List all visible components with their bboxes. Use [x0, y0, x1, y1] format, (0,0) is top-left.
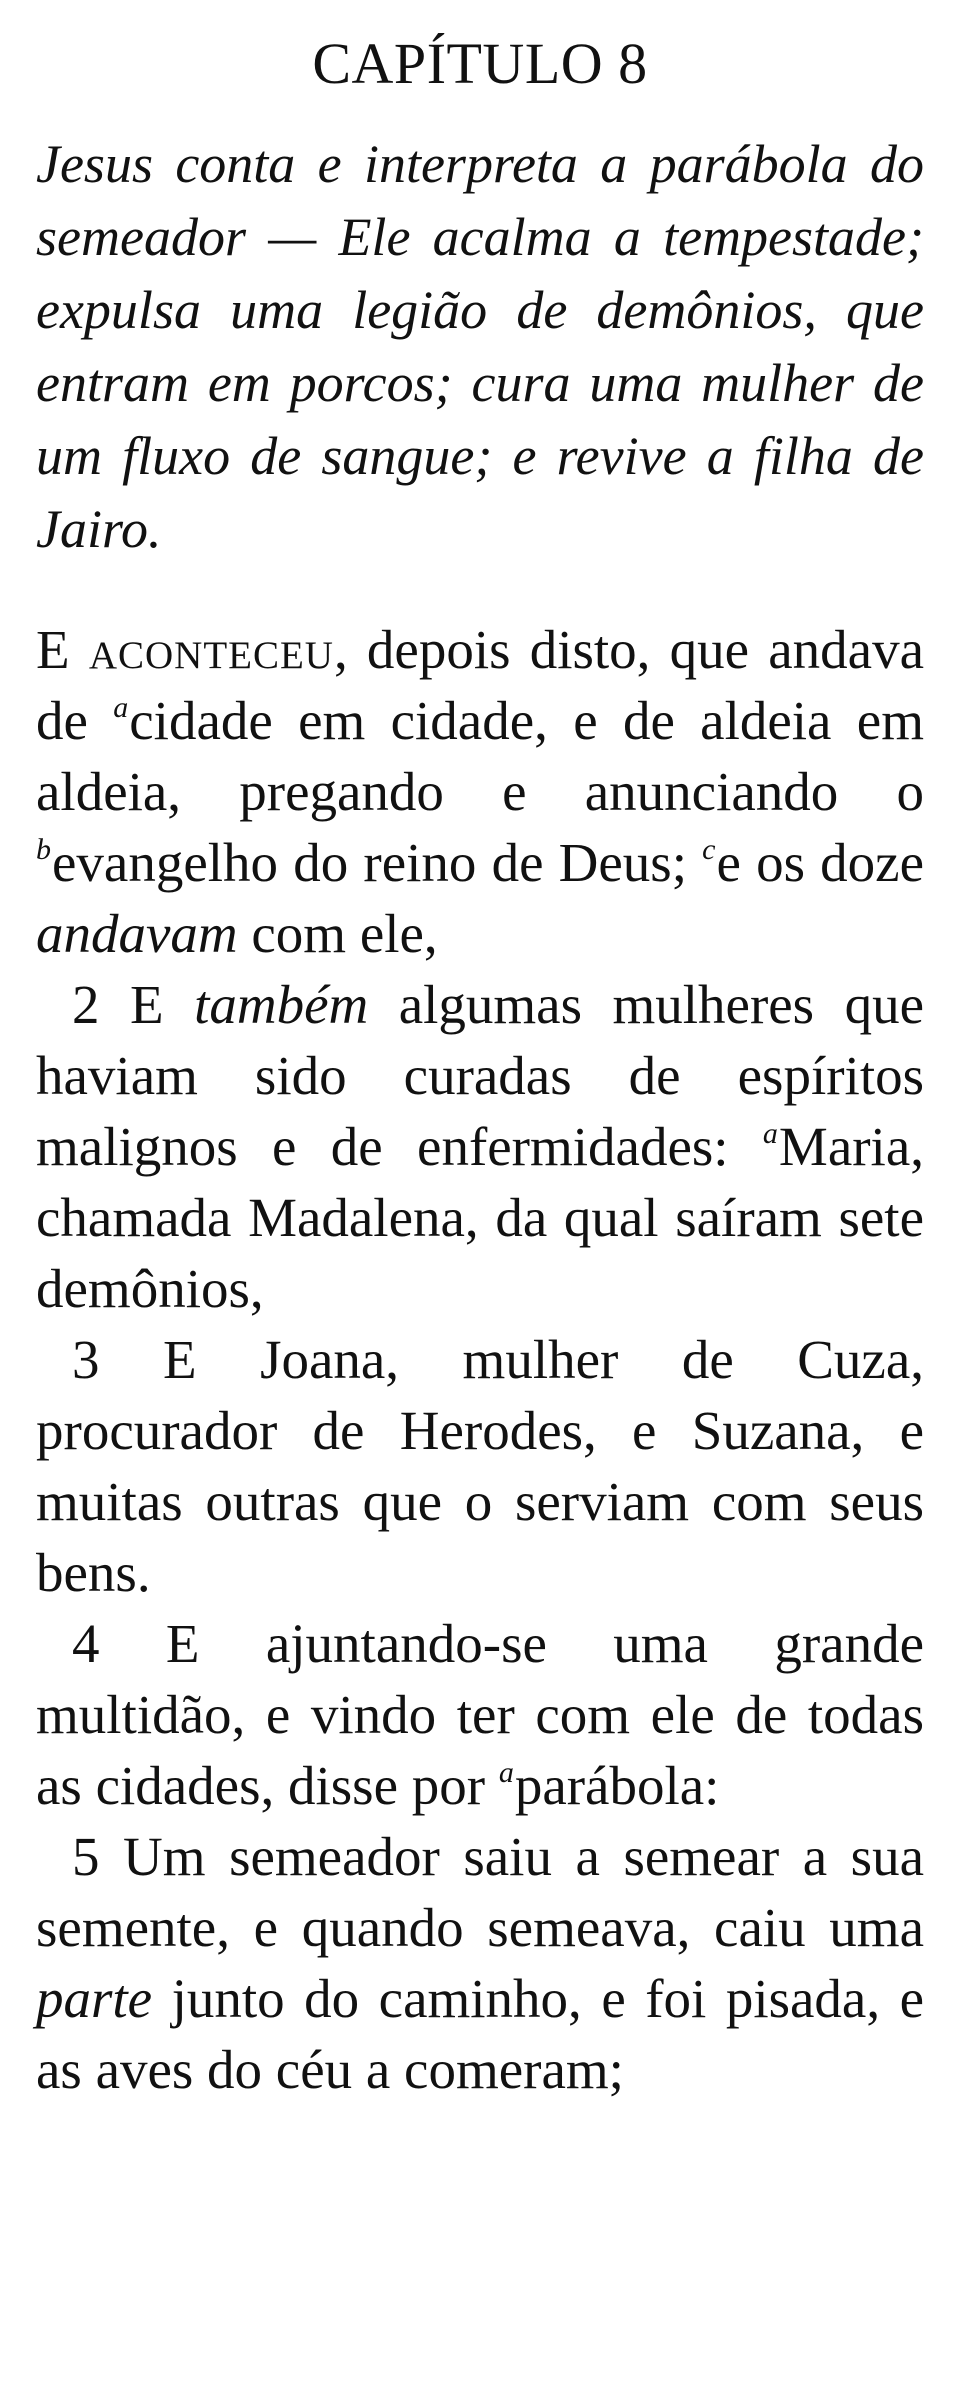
- verse-number: 3: [72, 1329, 100, 1390]
- chapter-summary: Jesus conta e interpreta a parábola do semeador — Ele acalma a tempestade; expulsa uma legião de demônios, que entram em porcos; cura uma mulher de um fluxo de sangue; e revive a filha de Jairo.: [36, 134, 924, 559]
- verse-number: 2: [72, 974, 100, 1035]
- verse-1-text: evangelho do reino de Deus;: [52, 832, 703, 893]
- verse-1-start: E: [36, 619, 89, 680]
- verse-4-text: parábola:: [514, 1755, 720, 1816]
- footnote-marker[interactable]: a: [113, 691, 129, 724]
- verse-1-smallcaps: aconteceu: [88, 619, 334, 680]
- verse-1: [36, 614, 924, 969]
- verse-2: [36, 969, 924, 1324]
- footnote-marker[interactable]: a: [762, 1117, 778, 1150]
- verse-2-italic: também: [194, 974, 369, 1035]
- verse-5-text: Um semeador saiu a semear a sua semente, e quando semeava, caiu uma: [36, 1826, 924, 1958]
- footnote-marker[interactable]: b: [36, 833, 51, 866]
- verse-5: [36, 1821, 924, 2105]
- verse-1-text: com ele,: [237, 903, 438, 964]
- verse-2-text: E: [99, 974, 195, 1035]
- verse-number: 5: [72, 1826, 100, 1887]
- verse-number: 4: [72, 1613, 100, 1674]
- footnote-marker[interactable]: c: [702, 833, 716, 866]
- verse-2-text: algumas mulheres que haviam sido curadas de espíritos malignos e de enfermidades:: [36, 974, 924, 1177]
- verses: [36, 614, 924, 2105]
- verse-5-italic: parte: [36, 1968, 153, 2029]
- verse-4: [36, 1608, 924, 1821]
- chapter-title: CAPÍTULO 8: [312, 31, 648, 96]
- verse-2-text: Maria, chamada Madalena, da qual saíram sete demônios,: [36, 1116, 924, 1319]
- verse-1-text: cidade em cidade, e de aldeia em aldeia, pregando e anunciando o: [36, 690, 924, 822]
- footnote-marker[interactable]: a: [498, 1756, 514, 1789]
- verse-5-text: junto do caminho, e foi pisada, e as aves do céu a comeram;: [36, 1968, 924, 2100]
- verse-1-text: , depois disto, que andava de: [36, 619, 924, 751]
- verse-1-italic: andavam: [36, 903, 238, 964]
- verse-4-text: E ajuntando-se uma grande multidão, e vindo ter com ele de todas as cidades, disse por: [36, 1613, 924, 1816]
- scripture-page: [36, 0, 924, 2105]
- verse-1-text: e os doze: [716, 832, 924, 893]
- verse-3-text: E Joana, mulher de Cuza, procurador de Herodes, e Suzana, e muitas outras que o serviam com seus bens.: [36, 1329, 924, 1603]
- verse-3: [36, 1324, 924, 1608]
